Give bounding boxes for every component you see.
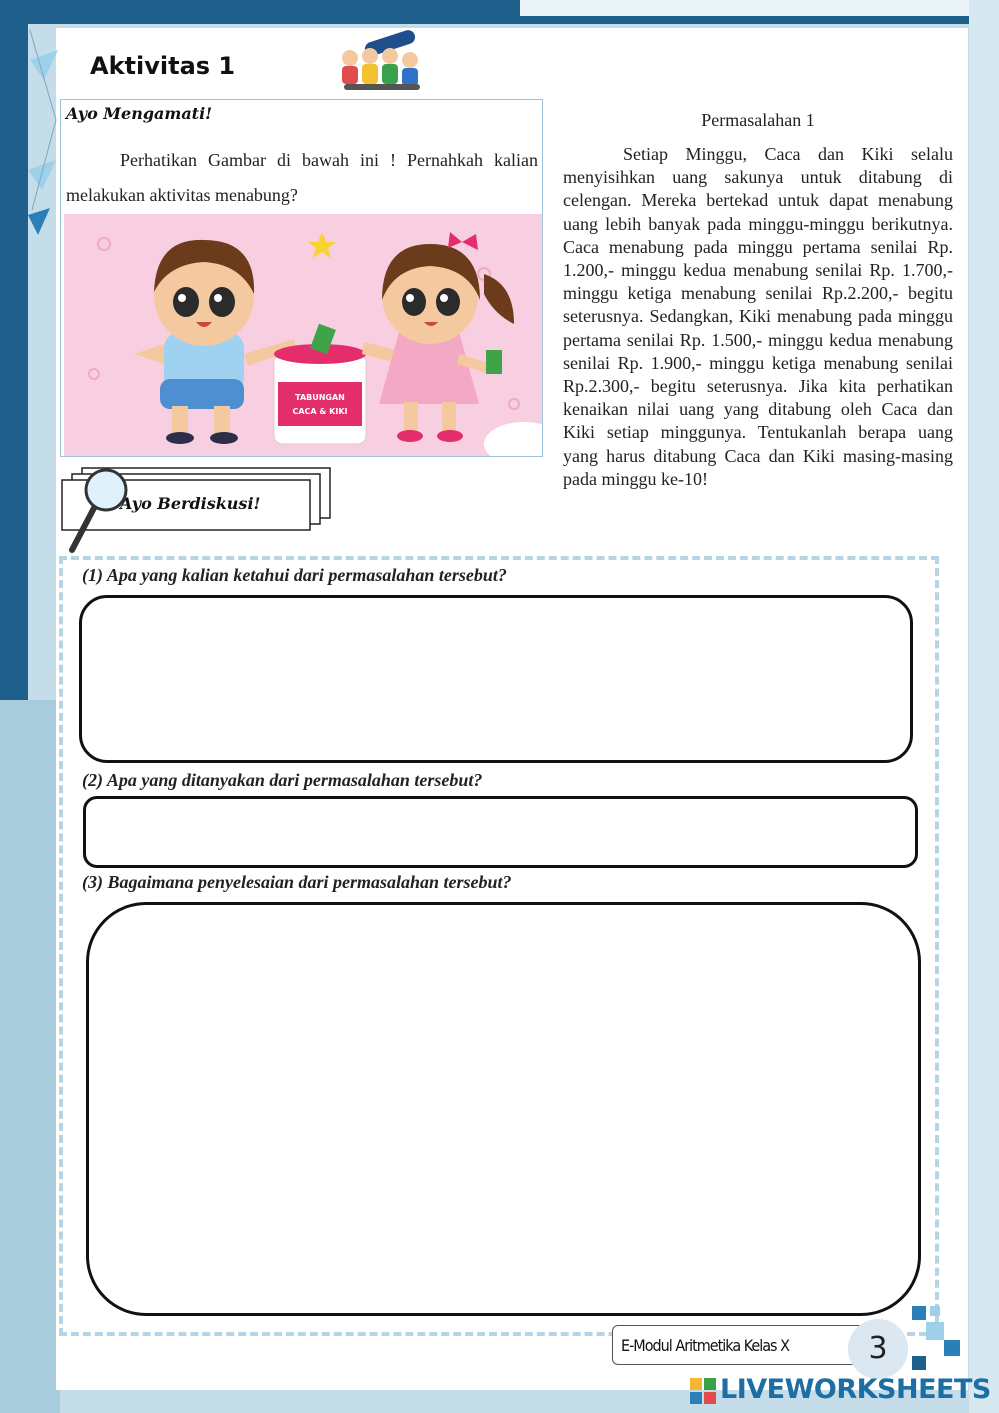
pixel-deco xyxy=(912,1306,926,1320)
observe-instruction: Perhatikan Gambar di bawah ini ! Pernahkah kalian melakukan aktivitas menabung? xyxy=(66,150,538,205)
top-band-light xyxy=(520,0,999,16)
saving-illustration xyxy=(64,214,542,456)
jar-label-1: TABUNGAN xyxy=(295,393,345,402)
watermark: LIVEWORKSHEETS xyxy=(720,1374,991,1405)
page-number: 3 xyxy=(848,1319,908,1379)
answer-box-2[interactable] xyxy=(83,796,918,868)
pixel-deco xyxy=(912,1356,926,1370)
liveworksheets-logo-icon xyxy=(690,1378,716,1404)
right-band xyxy=(969,0,999,1413)
left-band-light xyxy=(0,700,60,1413)
children-icon xyxy=(336,30,426,96)
module-label: E-Modul Aritmetika Kelas X xyxy=(612,1325,862,1365)
answer-box-3[interactable] xyxy=(86,902,921,1316)
question-3: (3) Bagaimana penyelesaian dari permasalahan tersebut? xyxy=(82,872,512,892)
answer-box-1[interactable] xyxy=(79,595,913,763)
observe-heading: Ayo Mengamati! xyxy=(66,104,213,123)
question-2: (2) Apa yang ditanyakan dari permasalahan tersebut? xyxy=(82,770,483,790)
pixel-deco xyxy=(944,1340,960,1356)
pixel-deco xyxy=(926,1322,944,1340)
activity-title: Aktivitas 1 xyxy=(90,52,236,80)
jar-label-2: CACA & KIKI xyxy=(292,407,348,416)
corner-decoration xyxy=(0,20,60,250)
discuss-label: Ayo Berdiskusi! xyxy=(120,494,261,513)
problem-title: Permasalahan 1 xyxy=(701,110,815,130)
problem-text: Setiap Minggu, Caca dan Kiki selalu menyisihkan uang sakunya untuk ditabung di celengan. Mereka bertekad untuk dapat menabung uang lebih banyak pada minggu-minggu berikutnya. Caca menabung pada minggu pertama senilai Rp. 1.200,- minggu kedua menabung senilai Rp. 1.700,- minggu ketiga menabung senilai Rp.2.200,- begitu seterusnya. Sedangkan, Kiki menabung pada minggu pertama senilai Rp. 1.500,- minggu kedua menabung senilai Rp. 1.900,- minggu ketiga menabung senilai Rp.2.300,- begitu seterusnya. Jika kita perhatikan kenaikan nilai uang yang ditabung oleh Caca dan Kiki setiap minggunya. Tentukanlah berapa uang yang harus ditabung Caca dan Kiki masing-masing pada minggu ke-10! xyxy=(563,144,953,489)
pixel-deco xyxy=(930,1306,940,1316)
question-1: (1) Apa yang kalian ketahui dari permasalahan tersebut? xyxy=(82,565,507,585)
